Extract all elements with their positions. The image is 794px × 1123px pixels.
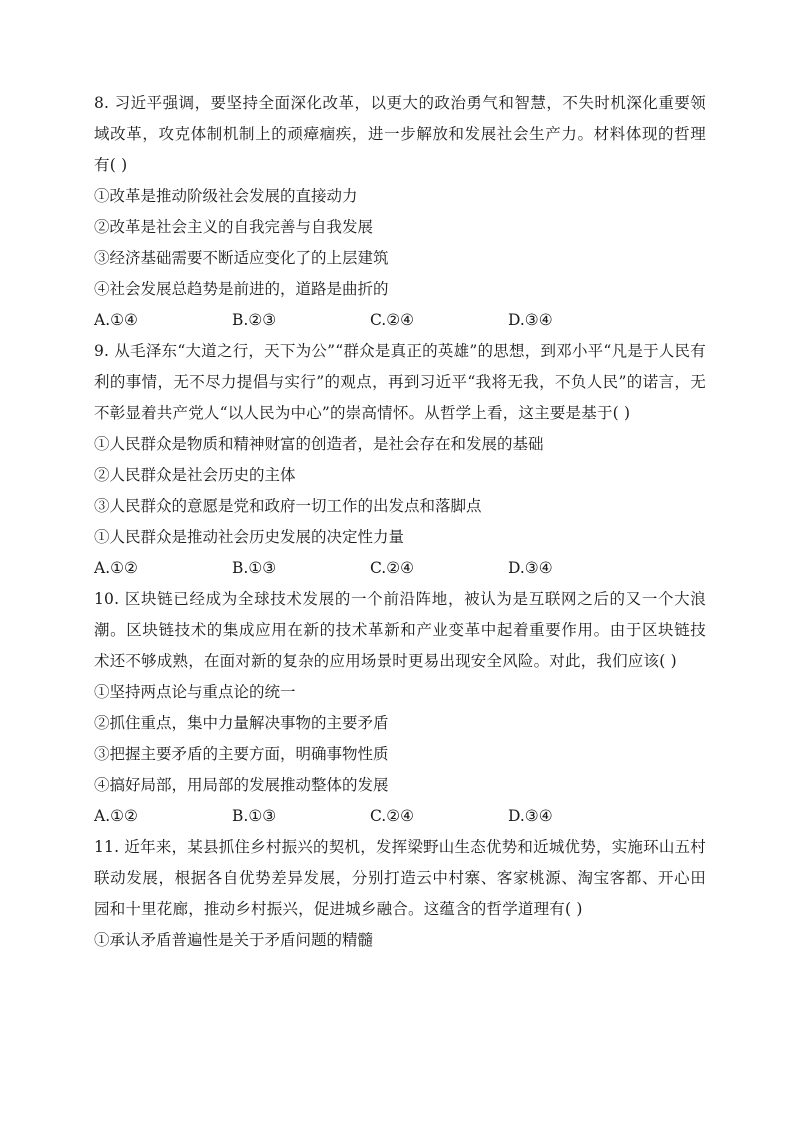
question-stem: 11. 近年来，某县抓住乡村振兴的契机，发挥梁野山生态优势和近城优势，实施环山五村联动发展，根据各自优势差异发展，分别打造云中村寨、客家桃源、淘宝客都、开心田园和十里花廊，推动乡村振兴，促进城乡融合。这蕴含的哲学道理有( ) <box>94 838 706 918</box>
answer-choices <box>94 553 706 584</box>
question-8 <box>94 88 706 336</box>
option-item: ③人民群众的意愿是党和政府一切工作的出发点和落脚点 <box>94 497 482 515</box>
option-item: ②抓住重点，集中力量解决事物的主要矛盾 <box>94 714 389 732</box>
choice-a: A.①② <box>94 807 138 825</box>
choice-d: D.③④ <box>508 807 553 825</box>
question-stem: 10. 区块链已经成为全球技术发展的一个前沿阵地，被认为是互联网之后的又一个大浪潮。区块链技术的集成应用在新的技术革新和产业变革中起着重要作用。由于区块链技术还不够成熟，在面对新的复杂的应用场景时更易出现安全风险。对此，我们应该( ) <box>94 590 706 670</box>
option-item: ④搞好局部，用局部的发展推动整体的发展 <box>94 776 389 794</box>
choice-a: A.①② <box>94 559 138 577</box>
option-item: ①人民群众是推动社会历史发展的决定性力量 <box>94 528 405 546</box>
option-item: ②改革是社会主义的自我完善与自我发展 <box>94 218 374 236</box>
question-stem: 9. 从毛泽东“大道之行，天下为公”“群众是真正的英雄”的思想，到邓小平“凡是于人民有利的事情，无不尽力提倡与实行”的观点，再到习近平“我将无我，不负人民”的诺言，无不彰显着共产党人“以人民为中心”的崇高情怀。从哲学上看，这主要是基于( ) <box>94 342 706 422</box>
answer-choices <box>94 305 706 336</box>
option-item: ①改革是推动阶级社会发展的直接动力 <box>94 187 358 205</box>
option-item: ①坚持两点论与重点论的统一 <box>94 683 296 701</box>
choice-d: D.③④ <box>508 559 553 577</box>
choice-b: B.①③ <box>232 559 277 577</box>
option-item: ③把握主要矛盾的主要方面，明确事物性质 <box>94 745 389 763</box>
answer-choices <box>94 801 706 832</box>
option-item: ①承认矛盾普遍性是关于矛盾问题的精髓 <box>94 931 374 949</box>
question-stem: 8. 习近平强调，要坚持全面深化改革，以更大的政治勇气和智慧，不失时机深化重要领域改革，攻克体制机制上的顽瘴痼疾，进一步解放和发展社会生产力。材料体现的哲理有( ) <box>94 94 706 174</box>
question-10 <box>94 584 706 832</box>
choice-c: C.②④ <box>370 559 415 577</box>
option-item: ③经济基础需要不断适应变化了的上层建筑 <box>94 249 389 267</box>
choice-d: D.③④ <box>508 311 553 329</box>
option-item: ④社会发展总趋势是前进的，道路是曲折的 <box>94 280 389 298</box>
option-item: ①人民群众是物质和精神财富的创造者，是社会存在和发展的基础 <box>94 435 544 453</box>
question-11 <box>94 832 706 956</box>
exam-page <box>94 88 706 956</box>
choice-a: A.①④ <box>94 311 138 329</box>
choice-c: C.②④ <box>370 807 415 825</box>
choice-b: B.②③ <box>232 311 277 329</box>
choice-c: C.②④ <box>370 311 415 329</box>
question-9 <box>94 336 706 584</box>
choice-b: B.①③ <box>232 807 277 825</box>
option-item: ②人民群众是社会历史的主体 <box>94 466 296 484</box>
